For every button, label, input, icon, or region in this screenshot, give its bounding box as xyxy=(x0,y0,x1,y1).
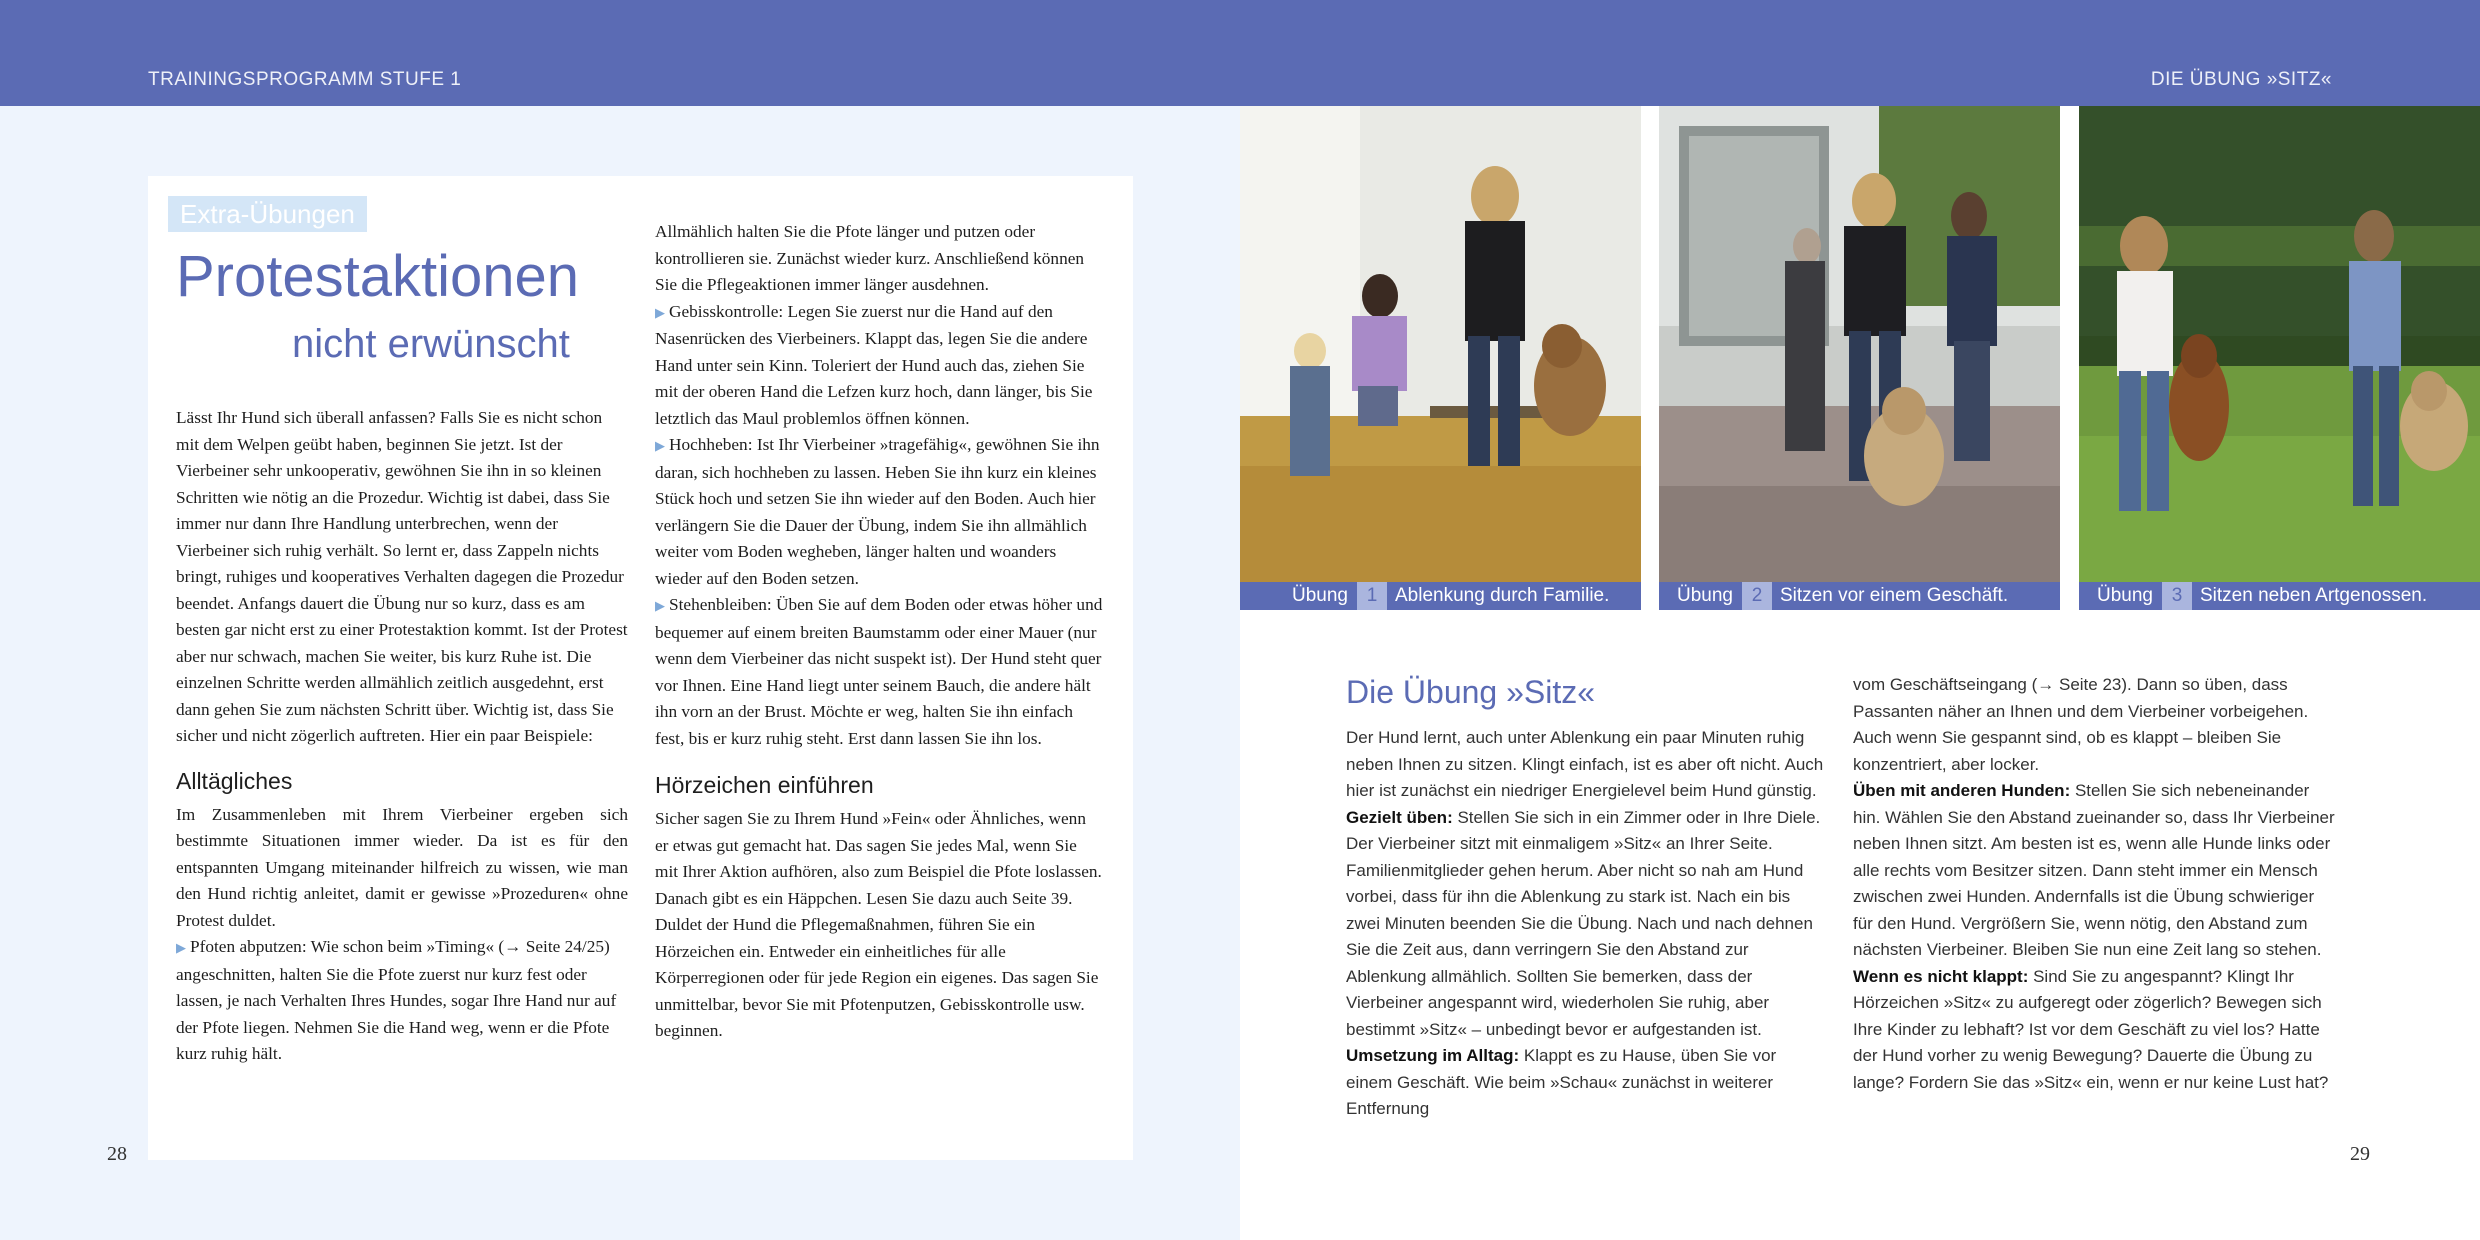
paragraph: Im Zusammenleben mit Ihrem Vierbeiner ergeben sich bestimmte Situationen immer wieder. Da ist es für den entspannten Umgang miteinander hilfreich zu wissen, wie man den Hund richtig anleitet, damit er gewisse »Prozeduren« ohne Protest duldet. xyxy=(176,804,628,930)
page-number-right: 29 xyxy=(2350,1143,2370,1165)
photo-shop-entrance xyxy=(1659,106,2060,582)
extra-exercises-badge: Extra-Übungen xyxy=(168,196,367,232)
section-heading-hoerzeichen: Hörzeichen einführen xyxy=(655,772,874,798)
bullet-paragraph xyxy=(655,592,1103,752)
bullet-text: Hochheben: Ist Ihr Vierbeiner »tragefähig«, gewöhnen Sie ihn daran, sich hochheben zu lassen. Heben Sie ihn kurz ein kleines Stück hoch und setzen Sie ihn wieder auf den Boden. Auch hier verlängern Sie die Dauer der Übung, indem Sie ihn allmählich weiter vom Boden wegheben, länger halten und woanders wieder auf den Boden setzen. xyxy=(655,435,1100,588)
paragraph xyxy=(1853,778,2335,964)
intro-paragraph: Der Hund lernt, auch unter Ablenkung ein paar Minuten ruhig neben Ihnen zu sitzen. Klingt einfach, ist es aber oft nicht. Auch hier ist zunächst ein niedriger Energielevel beim Hund günstig. xyxy=(1346,728,1824,800)
run-in-heading: Umsetzung im Alltag: xyxy=(1346,1046,1520,1065)
photo-park-dogs xyxy=(2079,106,2480,582)
run-in-heading: Wenn es nicht klappt: xyxy=(1853,966,2029,986)
caption-text: Ablenkung durch Familie. xyxy=(1395,585,1610,606)
bullet-paragraph xyxy=(176,934,628,1068)
caption-photo-2 xyxy=(1659,582,2060,610)
caption-label: Übung xyxy=(1292,585,1348,606)
bullet-triangle-icon: ▶ xyxy=(655,438,665,453)
paragraph: Allmählich halten Sie die Pfote länger und putzen oder kontrollieren sie. Zunächst wieder kurz. Anschließend können Sie die Pflegeaktionen immer länger ausdehnen. xyxy=(655,222,1085,294)
paragraph: Sicher sagen Sie zu Ihrem Hund »Fein« oder Ähnliches, wenn er etwas gut gemacht hat. Das sagen Sie jedes Mal, wenn Sie mit Ihrer Aktion aufhören, also zum Beispiel die Pfote loslassen. Danach gibt es ein Häppchen. Lesen Sie dazu auch Seite 39. Duldet der Hund die Pflegemaßnahmen, führen Sie ein Hörzeichen ein. Entweder ein einheitliches für alle Körperregionen oder für jede Region ein eigenes. Das sagen Sie unmittelbar, bevor Sie mit Pfotenputzen, Gebisskontrolle usw. beginnen. xyxy=(655,809,1102,1040)
page-number-left: 28 xyxy=(107,1143,127,1165)
right-column-1 xyxy=(1346,725,1826,1123)
left-column-1 xyxy=(176,405,628,1068)
run-in-heading: Gezielt üben: xyxy=(1346,807,1453,827)
bullet-triangle-icon: ▶ xyxy=(655,304,665,320)
paragraph xyxy=(1346,805,1826,1044)
run-in-heading: Üben mit anderen Hunden: xyxy=(1853,781,2071,800)
left-column-2 xyxy=(655,219,1103,1045)
caption-text: Sitzen vor einem Geschäft. xyxy=(1780,585,2009,606)
paragraph: vom Geschäftseingang (→ Seite 23). Dann so üben, dass Passanten näher an Ihnen und dem Vierbeiner vorbeigehen. Auch wenn Sie gespannt sind, ob es klappt – bleiben Sie konzentriert, aber locker. xyxy=(1853,675,2309,774)
bullet-triangle-icon: ▶ xyxy=(176,940,186,955)
caption-label: Übung xyxy=(1677,585,1733,606)
paragraph-text: Stellen Sie sich nebeneinander hin. Wählen Sie den Abstand zueinander so, dass Ihr Vierbeiner neben Ihnen sitzt. Am besten ist es, wenn alle Hunde links oder alle rechts vom Besitzer sitzen. Dann steht immer ein Mensch zwischen zwei Hunden. Andernfalls ist die Übung schwieriger für den Hund. Vergrößern Sie, wenn nötig, den Abstand zum nächsten Vierbeiner. Bleiben Sie nun eine Zeit lang so stehen. xyxy=(1853,781,2335,959)
running-header xyxy=(0,0,2480,106)
paragraph-text: Klappt es zu Hause, üben Sie vor einem Geschäft. Wie beim »Schau« zunächst in weiterer Entfernung xyxy=(1346,1046,1777,1118)
paragraph xyxy=(1346,1043,1826,1123)
bullet-paragraph xyxy=(655,299,1103,433)
caption-number: 1 xyxy=(1357,582,1387,610)
bullet-text: Pfoten abputzen: Wie schon beim »Timing« (→ Seite 24/25) angeschnitten, halten Sie die Pfote zuerst nur kurz fest oder lassen, je nach Verhalten Ihres Hundes, sogar Ihre Hand nur auf der Pfote liegen. Nehmen Sie die Hand weg, wenn er die Pfote kurz ruhig hält. xyxy=(176,937,617,1063)
exercise-title: Die Übung »Sitz« xyxy=(1346,674,1596,710)
caption-photo-1 xyxy=(1240,582,1641,610)
paragraph-text: Sind Sie zu angespannt? Klingt Ihr Hörzeichen »Sitz« zu aufgeregt oder zögerlich? Bewegen sich Ihre Kinder zu lebhaft? Ist vor dem Geschäft zu viel los? Hatte der Hund vorher zu wenig Bewegung? Dauerte die Übung zu lange? Fordern Sie das »Sitz« ein, wenn er nur keine Lust hat? xyxy=(1853,966,2329,1092)
intro-paragraph: Lässt Ihr Hund sich überall anfassen? Falls Sie es nicht schon mit dem Welpen geübt haben, beginnen Sie jetzt. Ist der Vierbeiner sehr unkooperativ, gewöhnen Sie ihn in so kleinen Schritten wie nötig an die Prozedur. Wichtig ist dabei, dass Sie immer nur dann Ihre Handlung unterbrechen, wenn der Vierbeiner sich ruhig verhält. So lernt er, dass Zappeln nichts bringt, ruhiges und kooperatives Verhalten dagegen die Prozedur beendet. Anfangs dauert die Übung nur so kurz, dass es am besten gar nicht erst zu einer Protestaktion kommt. Ist der Protest aber nur schwach, machen Sie weiter, bis kurz Ruhe ist. Die einzelnen Schritte werden allmählich zeitlich ausgedehnt, erst dann gehen Sie zum nächsten Schritt über. Wichtig ist, dass Sie sicher und nicht zögerlich auftreten. Hier ein paar Beispiele: xyxy=(176,408,628,745)
paragraph-text: Stellen Sie sich in ein Zimmer oder in Ihre Diele. Der Vierbeiner sitzt mit einmaligem »Sitz« an Ihrer Seite. Familienmitglieder gehen herum. Aber nicht so nah am Hund vorbei, dass für ihn die Ablenkung zu stark ist. Nach ein bis zwei Minuten beenden Sie die Übung. Nach und nach dehnen Sie die Zeit aus, dann verringern Sie den Abstand zur Ablenkung allmählich. Sollten Sie bemerken, dass der Vierbeiner angespannt wird, wiederholen Sie ruhig, aber bestimmt »Sitz« – unbedingt bevor er aufgestanden ist. xyxy=(1346,807,1821,1039)
bullet-text: Stehenbleiben: Üben Sie auf dem Boden oder etwas höher und bequemer auf einem breiten Baumstamm oder einer Mauer (nur wenn dem Vierbeiner das nicht suspekt ist). Der Hund steht quer vor Ihnen. Eine Hand liegt unter seinem Bauch, die andere hält ihn vorn an der Brust. Möchte er weg, halten Sie ihn einfach fest, bis er kurz ruhig steht. Erst dann lassen Sie ihn los. xyxy=(655,595,1103,748)
caption-text: Sitzen neben Artgenossen. xyxy=(2200,585,2428,606)
caption-label: Übung xyxy=(2097,585,2153,606)
paragraph xyxy=(1853,964,2335,1097)
bullet-paragraph xyxy=(655,432,1103,592)
caption-photo-3 xyxy=(2079,582,2480,610)
right-column-2 xyxy=(1853,672,2335,1096)
photo-family-distraction xyxy=(1240,106,1641,582)
header-section-title: TRAININGSPROGRAMM STUFE 1 xyxy=(148,69,462,90)
header-chapter-title: DIE ÜBUNG »SITZ« xyxy=(2150,69,2332,90)
article-subtitle: nicht erwünscht xyxy=(292,322,570,366)
caption-number: 2 xyxy=(1742,582,1772,610)
bullet-triangle-icon: ▶ xyxy=(655,598,665,613)
section-heading-alltaegliches: Alltägliches xyxy=(176,767,293,794)
article-title: Protestaktionen xyxy=(176,244,580,309)
caption-number: 3 xyxy=(2162,582,2192,610)
bullet-text: Gebisskontrolle: Legen Sie zuerst nur die Hand auf den Nasenrücken des Vierbeiners. Klappt das, legen Sie die andere Hand unter sein Kinn. Toleriert der Hund auch das, ziehen Sie mit der oberen Hand die Lefzen kurz hoch, dann länger, bis Sie letztlich das Maul problemlos öffnen können. xyxy=(655,301,1093,428)
